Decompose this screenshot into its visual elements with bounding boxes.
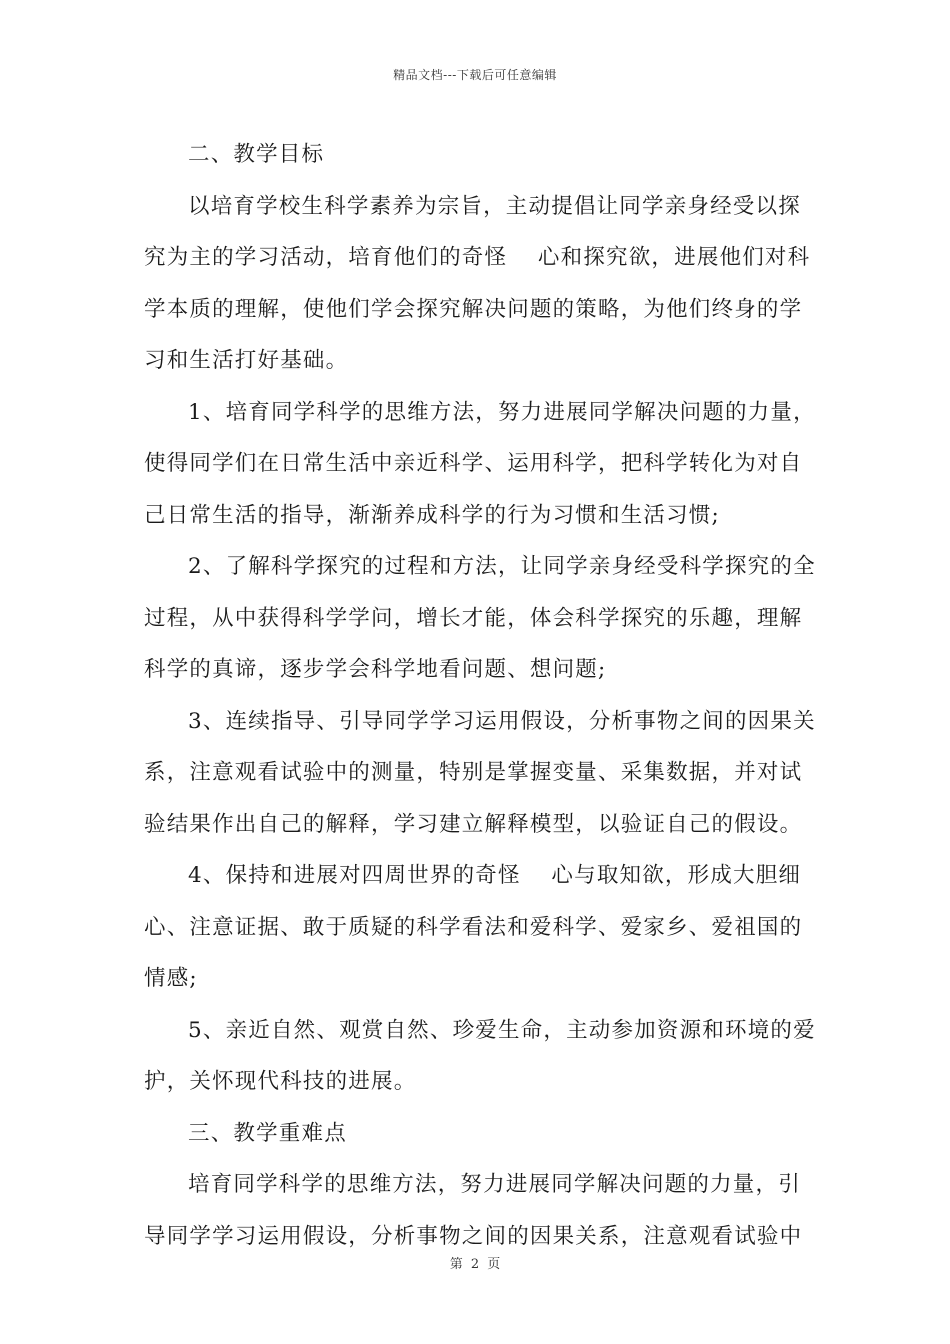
- text-line: 护，关怀现代科技的进展。: [144, 1069, 417, 1094]
- text-line: 过程，从中获得科学学问，增长才能，体会科学探究的乐趣，理解: [144, 605, 803, 631]
- page-header: 精品文档---下载后可任意编辑: [393, 68, 557, 82]
- text-line: 科学的真谛，逐步学会科学地看问题、想问题;: [144, 657, 607, 682]
- page-footer: [0, 1253, 950, 1272]
- text-line: 1、培育同学科学的思维方法，努力进展同学解决问题的力量，: [188, 399, 816, 425]
- document-body: [144, 129, 816, 1262]
- text-line: 3、连续指导、引导同学学习运用假设，分析事物之间的因果关: [188, 708, 816, 734]
- text-line: 二、教学目标: [188, 142, 325, 167]
- page-number-prefix: 第: [449, 1257, 463, 1272]
- text-line: 习和生活打好基础。: [144, 348, 349, 373]
- page-number: 2: [470, 1257, 480, 1272]
- text-line: 4、保持和进展对四周世界的奇怪 心与取知欲，形成大胆细: [188, 863, 802, 888]
- text-line: 系，注意观看试验中的测量，特别是掌握变量、采集数据，并对试: [144, 760, 803, 785]
- text-line: 究为主的学习活动，培育他们的奇怪 心和探究欲，进展他们对科: [144, 245, 811, 270]
- text-line: 以培育学校生科学素养为宗旨，主动提倡让同学亲身经受以探: [188, 193, 801, 219]
- text-line: 培育同学科学的思维方法，努力进展同学解决问题的力量，引: [188, 1172, 801, 1197]
- text-line: 学本质的理解，使他们学会探究解决问题的策略，为他们终身的学: [144, 296, 803, 322]
- page-number-suffix: 页: [487, 1257, 501, 1272]
- text-line: 5、亲近自然、观赏自然、珍爱生命，主动参加资源和环境的爱: [188, 1017, 816, 1043]
- text-line: 三、教学重难点: [188, 1120, 347, 1146]
- text-line: 验结果作出自己的解释，学习建立解释模型，以验证自己的假设。: [144, 811, 803, 837]
- text-line: 情感;: [144, 966, 198, 991]
- text-line: 己日常生活的指导，渐渐养成科学的行为习惯和生活习惯;: [144, 502, 720, 528]
- text-line: 心、注意证据、敢于质疑的科学看法和爱科学、爱家乡、爱祖国的: [144, 914, 803, 940]
- text-line: 导同学学习运用假设，分析事物之间的因果关系，注意观看试验中: [144, 1223, 803, 1249]
- text-line: 使得同学们在日常生活中亲近科学、运用科学，把科学转化为对自: [144, 451, 803, 476]
- text-line: 2、了解科学探究的过程和方法，让同学亲身经受科学探究的全: [188, 554, 816, 579]
